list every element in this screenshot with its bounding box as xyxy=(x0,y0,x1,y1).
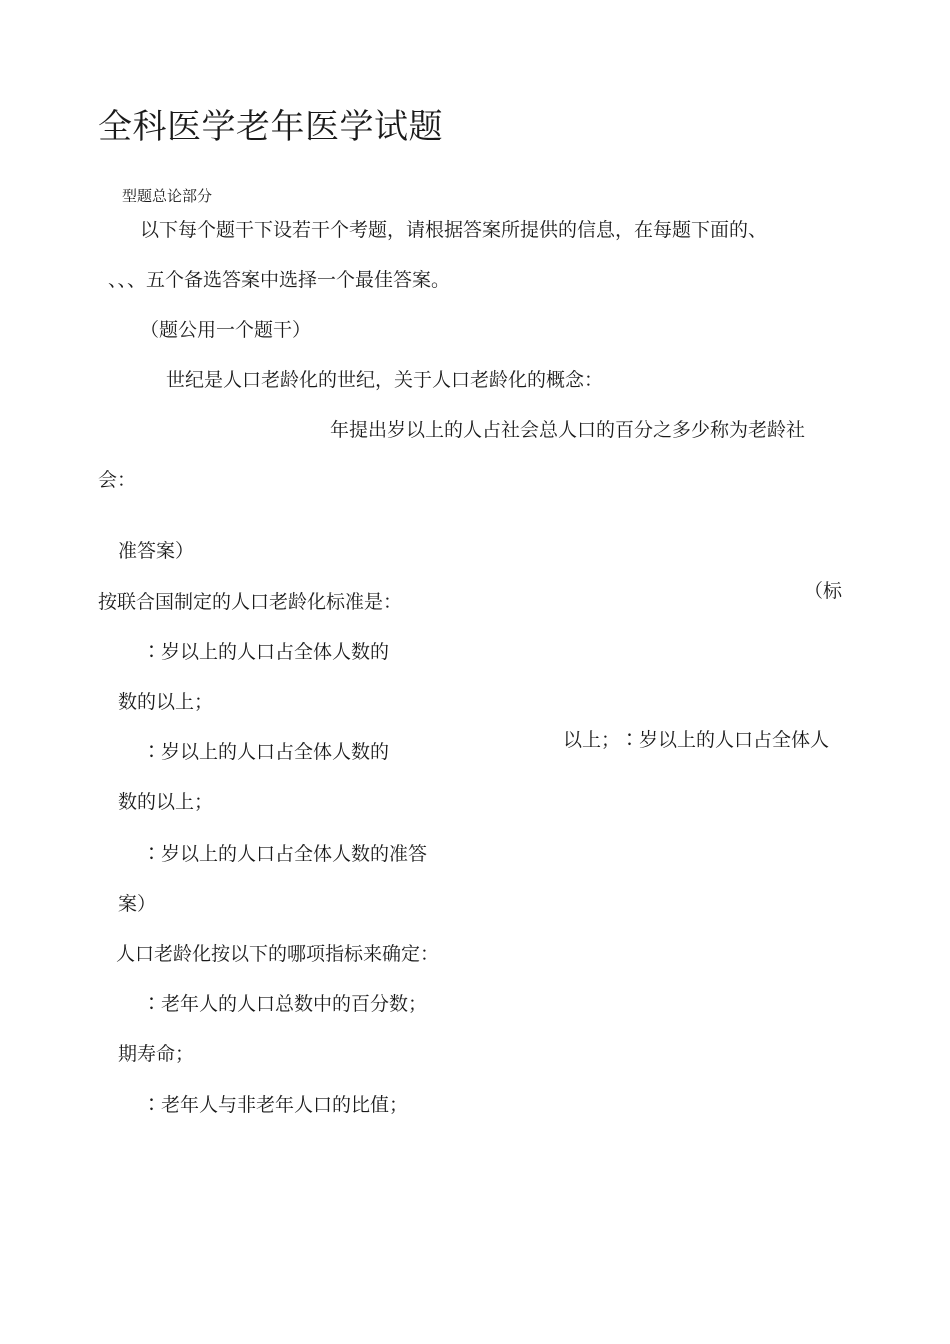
instruction-line-1: 以下每个题干下设若干个考题，请根据答案所提供的信息，在每题下面的、 xyxy=(140,219,768,241)
question-1-line-2: 会： xyxy=(98,469,137,491)
question-1-line-1: 年提出岁以上的人占社会总人口的百分之多少称为老龄社 xyxy=(330,419,806,441)
question-1-answer-head: （标 xyxy=(804,580,843,602)
section-heading: 型题总论部分 xyxy=(122,187,213,205)
question-2-option-line: 以上；∶岁以上的人口占全体人 xyxy=(563,729,830,751)
question-2-text: 按联合国制定的人口老龄化标准是： xyxy=(98,591,403,613)
instruction-line-2: 、、、五个备选答案中选择一个最佳答案。 xyxy=(108,269,451,291)
question-2-option-line: 数的以上； xyxy=(118,791,214,813)
question-stem: 世纪是人口老龄化的世纪，关于人口老龄化的概念： xyxy=(166,369,604,391)
shared-stem-note: （题公用一个题干） xyxy=(140,319,312,341)
question-3-option-line: 期寿命； xyxy=(118,1043,195,1065)
question-2-option-line: ∶岁以上的人口占全体人数的准答 xyxy=(142,843,428,865)
question-2-option-line: 案） xyxy=(118,893,157,915)
question-3-option-line: ∶老年人的人口总数中的百分数； xyxy=(142,993,428,1015)
question-3-text: 人口老龄化按以下的哪项指标来确定： xyxy=(116,943,440,965)
question-2-option-line: ∶岁以上的人口占全体人数的 xyxy=(142,741,390,763)
question-2-option-line: 数的以上； xyxy=(118,691,214,713)
document-title: 全科医学老年医学试题 xyxy=(98,107,443,147)
question-1-answer-tail: 准答案） xyxy=(118,540,195,562)
question-3-option-line: ∶老年人与非老年人口的比值； xyxy=(142,1094,409,1116)
question-2-option-line: ∶岁以上的人口占全体人数的 xyxy=(142,641,390,663)
